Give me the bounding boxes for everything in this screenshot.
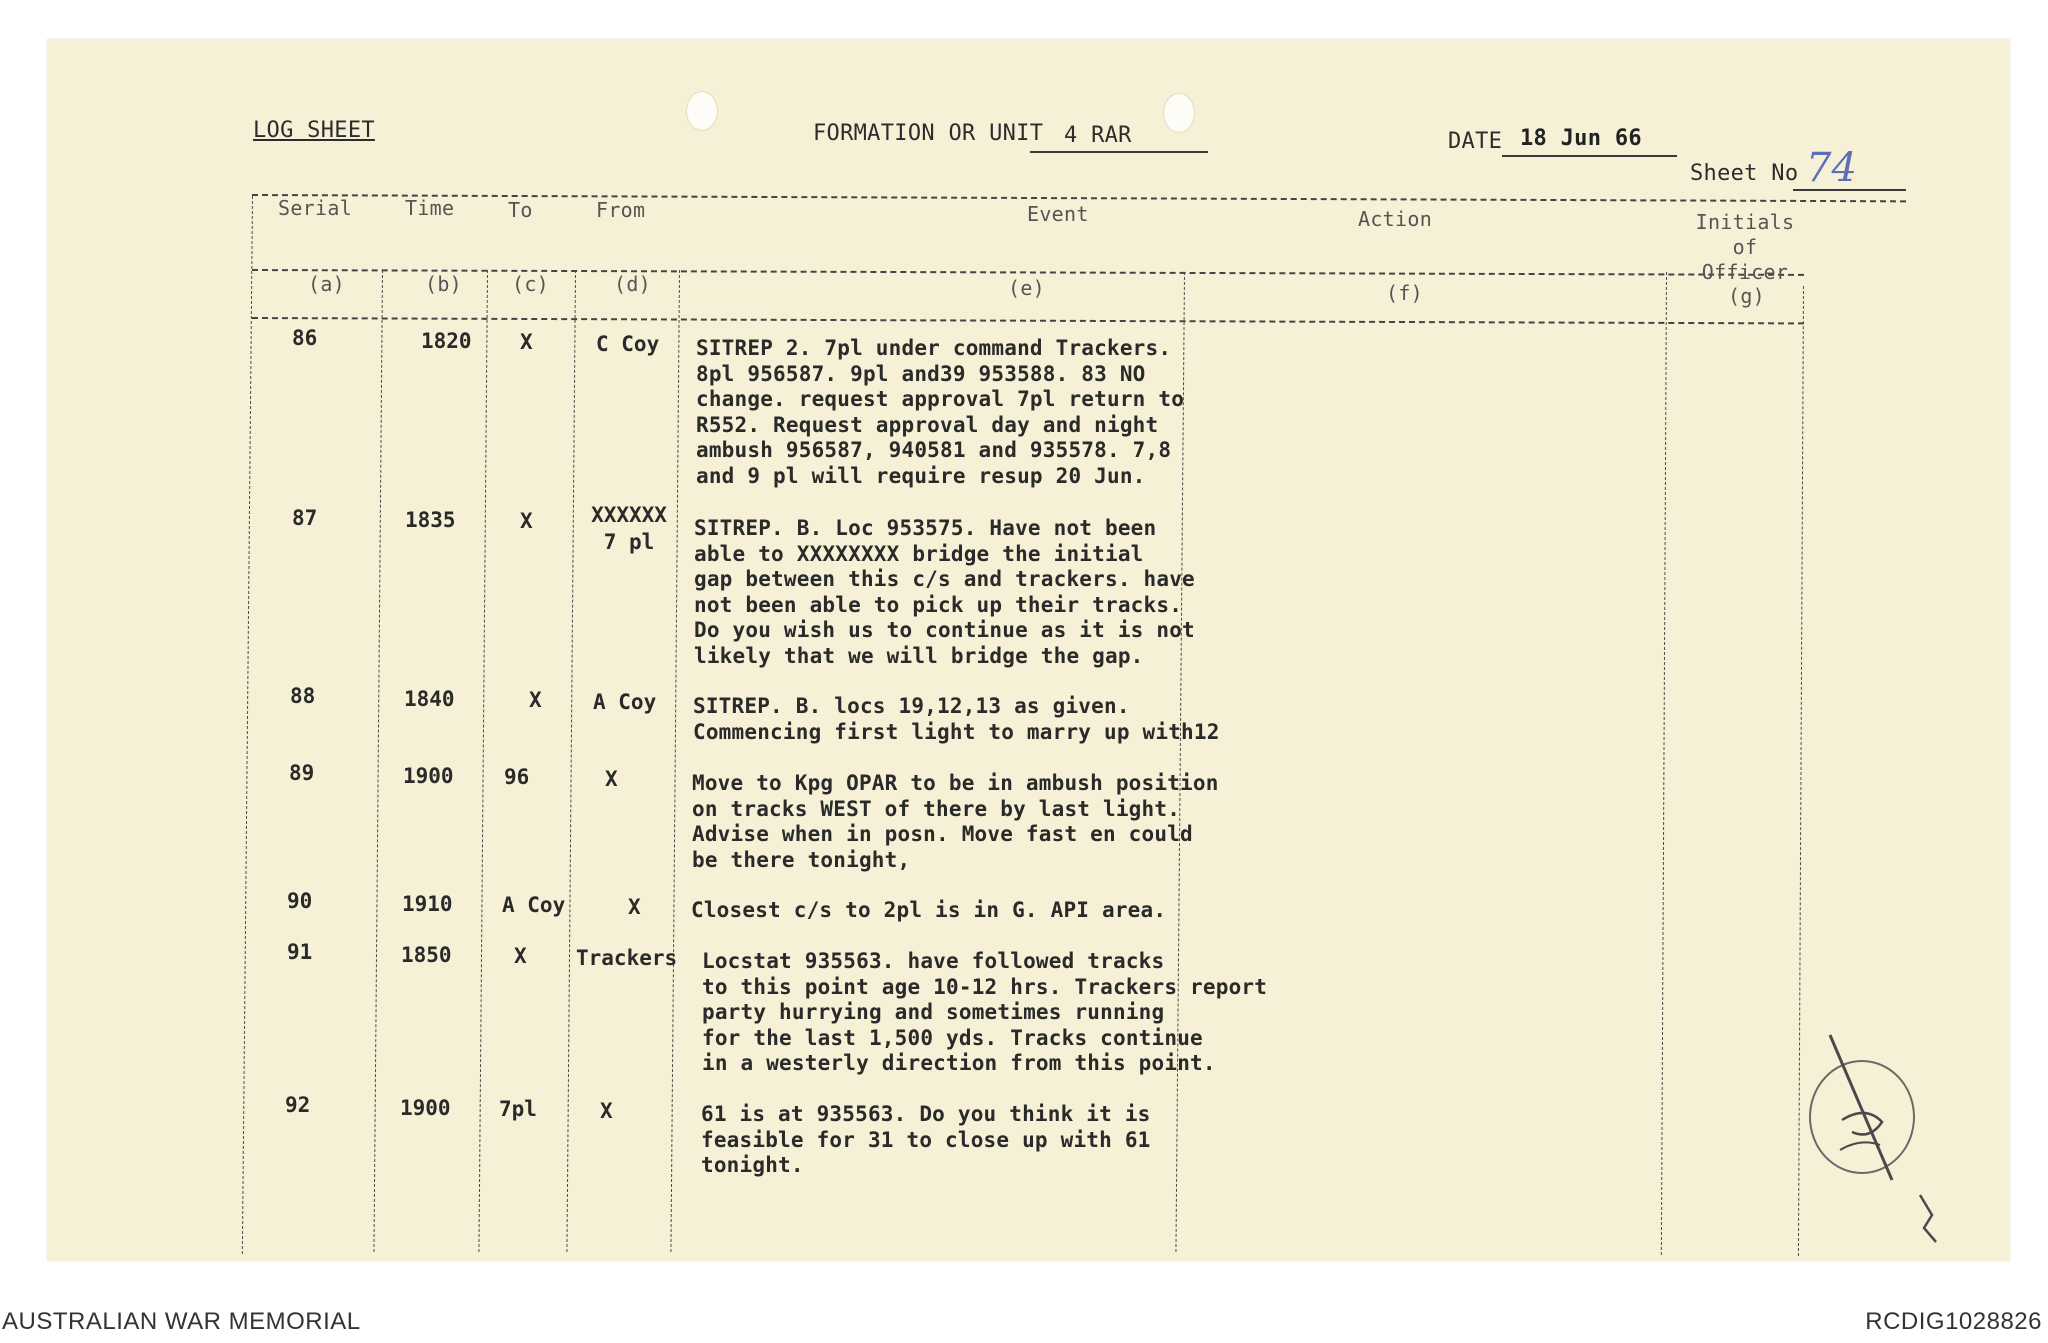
row-88-serial: 88 <box>290 684 316 708</box>
sheet-label: Sheet No <box>1690 161 1799 186</box>
col-header-time: Time <box>405 196 455 220</box>
col-code-e: (e) <box>1008 276 1046 300</box>
punch-hole-left <box>686 91 718 131</box>
col-code-d: (d) <box>614 272 652 296</box>
col-header-action: Action <box>1358 207 1433 231</box>
officer-initials-signature <box>1800 1020 1950 1250</box>
row-88-event: SITREP. B. locs 19,12,13 as given. Commencing first light to marry up with12 <box>693 694 1220 744</box>
row-88-from: A Coy <box>593 690 657 714</box>
row-86-serial: 86 <box>292 326 318 350</box>
row-92-from: X <box>600 1099 613 1123</box>
formation-underline <box>1030 151 1208 153</box>
row-90-time: 1910 <box>402 892 453 916</box>
punch-hole-right <box>1163 93 1195 133</box>
formation-value: 4 RAR <box>1064 123 1132 148</box>
row-91-time: 1850 <box>401 943 452 967</box>
col-header-serial: Serial <box>278 196 353 220</box>
col-code-a: (a) <box>308 272 346 296</box>
row-89-event: Move to Kpg OPAR to be in ambush position on tracks WEST of there by last light. Advise when in posn. Move fast en could be there tonight, <box>692 771 1219 872</box>
row-88-time: 1840 <box>404 687 455 711</box>
row-90-to: A Coy <box>502 893 566 917</box>
date-label: DATE <box>1448 129 1503 154</box>
footer-record-id: RCDIG1028826 <box>1865 1308 2042 1335</box>
row-92-event: 61 is at 935563. Do you think it is feasible for 31 to close up with 61 tonight. <box>701 1102 1151 1177</box>
col-code-b: (b) <box>425 272 463 296</box>
sheet-number-handwritten: 74 <box>1806 145 1857 191</box>
row-89-from: X <box>605 767 618 791</box>
row-92-serial: 92 <box>285 1093 311 1117</box>
row-90-event: Closest c/s to 2pl is in G. API area. <box>691 898 1167 922</box>
row-89-to: 96 <box>504 765 530 789</box>
row-87-event: SITREP. B. Loc 953575. Have not been able to XXXXXXXX bridge the initial gap between this c/s and trackers. have not been able to pick up their tracks. Do you wish us to continue as it is not likely that we will bridge the gap. <box>694 516 1195 668</box>
col-header-to: To <box>508 198 533 222</box>
date-value: 18 Jun 66 <box>1520 126 1642 151</box>
row-86-from: C Coy <box>596 332 660 356</box>
col-header-event: Event <box>1027 202 1089 226</box>
row-91-serial: 91 <box>287 940 313 964</box>
col-code-c: (c) <box>512 272 550 296</box>
date-underline <box>1502 155 1677 157</box>
col-code-f: (f) <box>1386 281 1424 305</box>
row-87-from: XXXXXX 7 pl <box>591 503 667 554</box>
formation-label: FORMATION OR UNIT <box>813 121 1044 146</box>
footer-institution: AUSTRALIAN WAR MEMORIAL <box>2 1308 361 1335</box>
row-91-to: X <box>514 944 527 968</box>
col-code-g: (g) <box>1728 284 1766 308</box>
row-92-to: 7pl <box>499 1097 537 1121</box>
row-86-event: SITREP 2. 7pl under command Trackers. 8pl 956587. 9pl and39 953588. 83 NO change. request approval 7pl return to R552. Request approval day and night ambush 956587, 940581 and 935578. 7,8 and 9 pl will require resup 20 Jun. <box>696 336 1185 488</box>
row-90-serial: 90 <box>287 889 313 913</box>
row-87-time: 1835 <box>405 508 456 532</box>
col-header-initials: Initials of Officer <box>1695 210 1795 284</box>
row-87-to: X <box>520 509 533 533</box>
row-86-to: X <box>520 330 533 354</box>
row-89-serial: 89 <box>289 761 315 785</box>
row-86-time: 1820 <box>421 329 472 353</box>
row-91-from: Trackers <box>576 946 678 970</box>
row-90-from: X <box>628 895 641 919</box>
row-88-to: X <box>529 688 542 712</box>
row-87-serial: 87 <box>292 506 318 530</box>
row-89-time: 1900 <box>403 764 454 788</box>
row-91-event: Locstat 935563. have followed tracks to this point age 10-12 hrs. Trackers report party hurrying and sometimes running for the last 1,500 yds. Tracks continue in a westerly direction from this point. <box>702 949 1268 1075</box>
log-sheet-title: LOG SHEET <box>253 118 375 143</box>
col-header-from: From <box>596 198 646 222</box>
sheet-underline <box>1793 189 1906 191</box>
row-92-time: 1900 <box>400 1096 451 1120</box>
